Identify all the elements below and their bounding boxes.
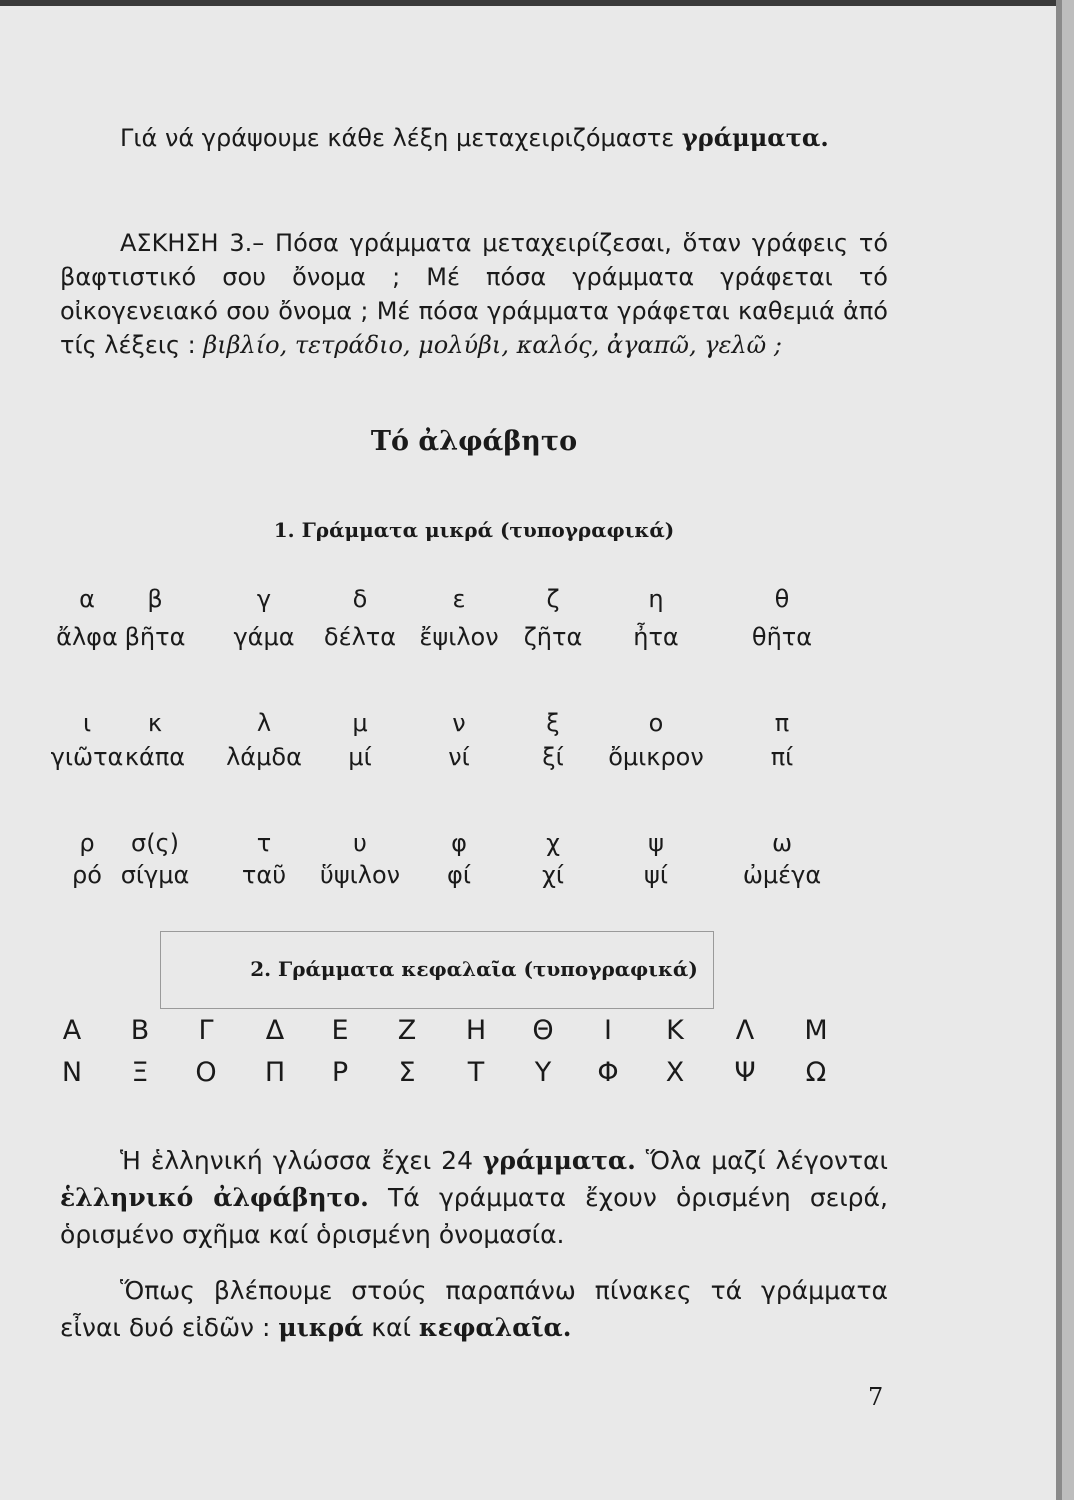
lowercase-letter: ν (452, 709, 466, 737)
lowercase-letter: μ (352, 709, 368, 737)
uppercase-row (0, 1056, 1056, 1090)
letter-name: βῆτα (124, 623, 186, 651)
letter-name: θῆτα (751, 623, 813, 651)
letter-name: ὠμέγα (742, 861, 822, 889)
letter-name: γάμα (233, 623, 295, 651)
uppercase-letter: Ν (61, 1057, 83, 1088)
uppercase-letter: Β (130, 1015, 150, 1046)
lowercase-letter: ο (648, 709, 664, 737)
lowercase-letter: υ (353, 829, 367, 857)
letter-name: ἔψιλον (419, 623, 499, 651)
lowercase-letter-row (0, 582, 1056, 616)
intro-text: Γιά νά γράψουμε κάθε λέξη μεταχειριζόμαστε (120, 124, 682, 152)
lowercase-name-row (0, 740, 1056, 774)
lowercase-letter: β (147, 585, 163, 613)
uppercase-letter: Π (264, 1057, 286, 1088)
letter-name: ρό (72, 861, 102, 889)
uppercase-row (0, 1014, 1056, 1048)
para1-bold-letters: γράμματα. (482, 1146, 636, 1175)
lowercase-letter: τ (256, 829, 272, 857)
uppercase-letter: Ψ (734, 1057, 756, 1088)
page-number: 7 (868, 1383, 884, 1411)
uppercase-letter: Σ (398, 1057, 416, 1088)
lowercase-letter: ι (82, 709, 92, 737)
letter-name: ζῆτα (523, 623, 583, 651)
uppercase-letter: Α (62, 1015, 82, 1046)
letter-name: σίγμα (120, 861, 190, 889)
lowercase-letter: η (648, 585, 664, 613)
para1-bold-alphabet: ἑλληνικό ἀλφάβητο. (60, 1183, 369, 1212)
letter-name: λάμδα (226, 743, 302, 771)
uppercase-letter: Χ (665, 1057, 685, 1088)
uppercase-letter: Ε (331, 1015, 349, 1046)
uppercase-letter: Ρ (331, 1057, 349, 1088)
letter-name: ταῦ (241, 861, 287, 889)
para2-bold-small: μικρά (278, 1313, 364, 1342)
page-right-edge-light (1062, 0, 1074, 1500)
letter-name: μί (348, 743, 372, 771)
uppercase-letter: Τ (467, 1057, 485, 1088)
uppercase-letter: Κ (666, 1015, 684, 1046)
para2-text-a: Ὅπως βλέπουμε στούς παραπάνω πίνακες τά γράμματα εἶναι δυό εἰδῶν : (60, 1276, 888, 1342)
para1-text-e: Τά γράμματα ἔχουν ὁρισμένη σειρά, ὁρισμένο σχῆμα καί ὁρισμένη ὀνομασία. (60, 1183, 888, 1249)
para2-text-c: καί (363, 1313, 419, 1342)
uppercase-letter: Ι (604, 1015, 612, 1046)
lowercase-letter: κ (147, 709, 163, 737)
section1-heading: 1. Γράμματα μικρά (τυπογραφικά) (273, 518, 675, 542)
lowercase-letter: ξ (546, 709, 560, 737)
letter-name: νί (448, 743, 470, 771)
lowercase-letter: σ(ς) (130, 829, 180, 857)
lowercase-letter: α (79, 585, 95, 613)
exercise-text: ΑΣΚΗΣΗ 3.– Πόσα γράμματα μεταχειρίζεσαι, ὅταν γράφεις τό βαφτιστικό σου ὄνομα ; Μέ πόσα γράμματα γράφεται τό οἰκογενειακό σου ὄνομα ; Μέ πόσα γράμματα γράφεται καθεμιά ἀπό τίς λέξεις : (60, 229, 888, 359)
uppercase-letter: Θ (532, 1015, 554, 1046)
lowercase-letter: δ (352, 585, 368, 613)
letter-name: ξί (542, 743, 564, 771)
lowercase-letter: χ (546, 829, 560, 857)
lowercase-letter: π (774, 709, 790, 737)
uppercase-letter: Γ (198, 1015, 214, 1046)
page-title: Τό ἀλφάβητο (370, 426, 578, 457)
section2-heading: 2. Γράμματα κεφαλαῖα (τυπογραφικά) (250, 957, 698, 981)
para2-bold-capital: κεφαλαῖα. (418, 1313, 572, 1342)
uppercase-letter: Φ (597, 1057, 619, 1088)
lowercase-letter: θ (774, 585, 790, 613)
lowercase-letter: φ (451, 829, 467, 857)
lowercase-letter: ε (452, 585, 466, 613)
letter-name: ἦτα (633, 623, 679, 651)
lowercase-letter: γ (256, 585, 272, 613)
lowercase-letter: ζ (546, 585, 560, 613)
letter-name: φί (447, 861, 471, 889)
alphabet-paragraph (60, 1142, 888, 1253)
letter-name: κάπα (124, 743, 186, 771)
uppercase-letter: Η (465, 1015, 487, 1046)
letter-name: ὄμικρον (608, 743, 704, 771)
uppercase-letter: Υ (534, 1057, 552, 1088)
page-top-edge (0, 0, 1074, 6)
uppercase-letter: Ο (195, 1057, 217, 1088)
letter-name: πί (770, 743, 794, 771)
lowercase-letter: ω (771, 829, 793, 857)
types-paragraph (60, 1272, 888, 1346)
intro-paragraph (60, 120, 888, 156)
lowercase-letter-row (0, 706, 1056, 740)
para1-text-c: Ὅλα μαζί λέγονται (635, 1146, 888, 1175)
uppercase-letter: Δ (265, 1015, 285, 1046)
uppercase-letter: Μ (804, 1015, 828, 1046)
letter-name: ἄλφα (56, 623, 118, 651)
lowercase-name-row (0, 620, 1056, 654)
uppercase-letter: Ζ (397, 1015, 417, 1046)
uppercase-letter: Ξ (131, 1057, 149, 1088)
exercise-words: βιβλίο, τετράδιο, μολύβι, καλός, ἀγαπῶ, γελῶ ; (203, 331, 782, 359)
lowercase-letter-row (0, 826, 1056, 860)
lowercase-letter: λ (256, 709, 272, 737)
lowercase-name-row (0, 858, 1056, 892)
lowercase-letter: ψ (648, 829, 664, 857)
exercise-paragraph (60, 226, 888, 362)
letter-name: χί (542, 861, 564, 889)
letter-name: ὕψιλον (319, 861, 401, 889)
intro-bold: γράμματα. (681, 123, 829, 152)
uppercase-letter: Ω (805, 1057, 827, 1088)
lowercase-letter: ρ (79, 829, 95, 857)
para1-text-a: Ἡ ἑλληνική γλώσσα ἔχει 24 (120, 1146, 483, 1175)
uppercase-letter: Λ (735, 1015, 755, 1046)
letter-name: ψί (644, 861, 668, 889)
letter-name: γιῶτα (50, 743, 124, 771)
letter-name: δέλτα (323, 623, 397, 651)
